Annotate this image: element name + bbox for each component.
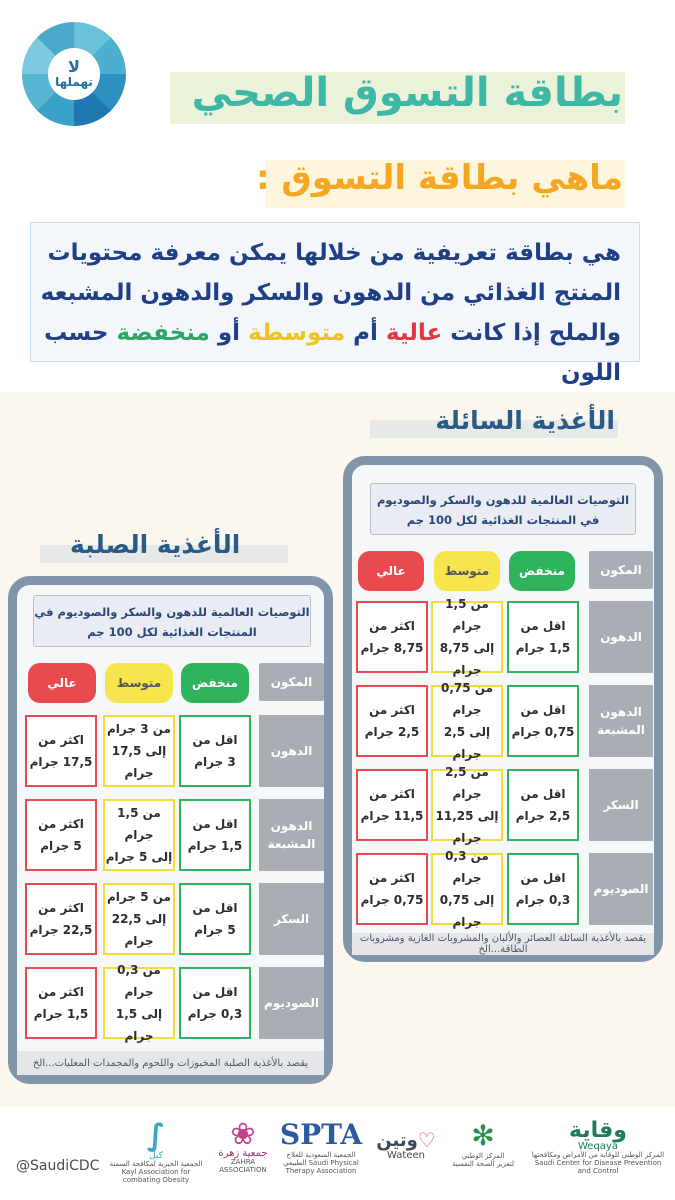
solid-sugar-medium: من 5 جرام إلى 22,5 جرام bbox=[103, 883, 175, 955]
spta-desc: الجمعية السعودية للعلاج الطبيعي Saudi Physical Therapy Association bbox=[283, 1151, 359, 1175]
solid-fat-medium: من 3 جرام إلى 17,5 جرام bbox=[103, 715, 175, 787]
liquid-saturated-high: اكثر من 2,5 جرام bbox=[356, 685, 428, 757]
logo-line1: لا bbox=[68, 57, 80, 76]
liquid-sugar-medium: من 2,5 جرام إلى 11,25 جرام bbox=[431, 769, 503, 841]
solid-row-sodium: الصوديوم bbox=[259, 967, 324, 1039]
campaign-logo-center bbox=[48, 48, 100, 100]
partner-wateen bbox=[372, 1128, 440, 1160]
campaign-logo bbox=[22, 22, 126, 126]
solid-recommendation: التوصيات العالمية للدهون والسكر والصوديوم في المنتجات الغذائية لكل 100 جم bbox=[33, 595, 311, 647]
liquid-sugar-low: اقل من 2,5 جرام bbox=[507, 769, 579, 841]
definition-high: عالية bbox=[385, 320, 443, 346]
solid-saturated-high: اكثر من 5 جرام bbox=[25, 799, 97, 871]
solid-sodium-medium: من 0,3 جرام إلى 1,5 جرام bbox=[103, 967, 175, 1039]
solid-sugar-low: اقل من 5 جرام bbox=[179, 883, 251, 955]
liquid-header-component: المكون bbox=[589, 551, 653, 589]
definition-low: منخفضة bbox=[116, 320, 210, 346]
twitter-handle[interactable]: @SaudiCDC bbox=[16, 1158, 100, 1174]
solid-header-medium: متوسط bbox=[105, 663, 173, 703]
kayl-desc: الجمعية الخيرية لمكافحة السمنة Kayl Association for combating Obesity bbox=[109, 1160, 203, 1184]
liquid-fat-medium: من 1,5 جرام إلى 8,75 جرام bbox=[431, 601, 503, 673]
liquid-row-fat: الدهون bbox=[589, 601, 653, 673]
wateen-latin: Wateen bbox=[387, 1150, 425, 1161]
mental-health-desc: لتعزيز الصحة النفسية bbox=[451, 1160, 514, 1168]
liquid-row-saturated-fat: الدهون المشبعة bbox=[589, 685, 653, 757]
liquid-sugar-high: اكثر من 11,5 جرام bbox=[356, 769, 428, 841]
partner-weqaya bbox=[528, 1118, 668, 1175]
solid-header-high: عالي bbox=[28, 663, 96, 703]
liquid-row-sugar: السكر bbox=[589, 769, 653, 841]
liquid-header-low: منخفض bbox=[509, 551, 575, 591]
partner-spta bbox=[279, 1118, 363, 1175]
solid-sodium-low: اقل من 0,3 جرام bbox=[179, 967, 251, 1039]
definition-medium: متوسطة bbox=[248, 320, 346, 346]
wateen-logo-mark bbox=[376, 1128, 435, 1152]
solid-header-component: المكون bbox=[259, 663, 324, 701]
weqaya-latin: Weqaya bbox=[578, 1141, 618, 1152]
liquid-card bbox=[343, 456, 663, 962]
solid-sodium-high: اكثر من 1,5 جرام bbox=[25, 967, 97, 1039]
solid-header-low: منخفض bbox=[181, 663, 249, 703]
liquid-sodium-high: اكثر من 0,75 جرام bbox=[356, 853, 428, 925]
heart-icon: ♡ bbox=[417, 1128, 436, 1152]
partner-kayl bbox=[108, 1118, 204, 1184]
definition-sep2: أو bbox=[209, 320, 249, 346]
question-heading: ماهي بطاقة التسوق : bbox=[255, 158, 623, 198]
kayl-name: كيل bbox=[149, 1151, 163, 1161]
liquid-sodium-medium: من 0,3 جرام إلى 0,75 جرام bbox=[431, 853, 503, 925]
definition-sep1: أم bbox=[345, 320, 386, 346]
logo-line2: تهملها bbox=[55, 75, 93, 89]
zahra-flower-icon: ❀ bbox=[230, 1116, 256, 1152]
solid-label: الأغذية الصلبة bbox=[70, 530, 241, 559]
solid-card bbox=[8, 576, 333, 1084]
solid-fat-low: اقل من 3 جرام bbox=[179, 715, 251, 787]
liquid-recommendation: التوصيات العالمية للدهون والسكر والصوديوم في المنتجات الغذائية لكل 100 جم bbox=[370, 483, 636, 535]
liquid-sodium-low: اقل من 0,3 جرام bbox=[507, 853, 579, 925]
liquid-row-sodium: الصوديوم bbox=[589, 853, 653, 925]
solid-fat-high: اكثر من 17,5 جرام bbox=[25, 715, 97, 787]
solid-row-sugar: السكر bbox=[259, 883, 324, 955]
partner-zahra bbox=[210, 1118, 276, 1174]
solid-note: يقصد بالأغذية الصلبة المخبوزات واللحوم والمجمدات المعلبات...الخ bbox=[17, 1051, 324, 1075]
definition-box bbox=[30, 222, 640, 386]
spta-logo-mark: SPTA bbox=[279, 1118, 363, 1151]
liquid-label: الأغذية السائلة bbox=[435, 406, 615, 435]
liquid-note: يقصد بالأغذية السائلة العصائر والألبان والمشروبات الغازية ومشروبات الطاقة...الخ bbox=[352, 933, 654, 955]
definition-text bbox=[31, 233, 621, 393]
kayl-logo-mark: ∫ bbox=[146, 1117, 166, 1153]
weqaya-desc: المركز الوطني للوقاية من الأمراض ومكافحتها Saudi Center for Disease Prevention and Control bbox=[531, 1151, 665, 1175]
definition-part2: حسب اللون bbox=[44, 320, 621, 386]
liquid-fat-low: اقل من 1,5 جرام bbox=[507, 601, 579, 673]
liquid-fat-high: اكثر من 8,75 جرام bbox=[356, 601, 428, 673]
solid-sugar-high: اكثر من 22,5 جرام bbox=[25, 883, 97, 955]
solid-saturated-medium: من 1,5 جرام إلى 5 جرام bbox=[103, 799, 175, 871]
weqaya-logo-mark: وقاية bbox=[569, 1118, 627, 1143]
liquid-header-medium: متوسط bbox=[434, 551, 500, 591]
solid-row-fat: الدهون bbox=[259, 715, 324, 787]
wateen-name: وتين bbox=[376, 1129, 418, 1151]
solid-row-saturated-fat: الدهون المشبعة bbox=[259, 799, 324, 871]
zahra-latin: ZAHRA ASSOCIATION bbox=[219, 1158, 267, 1174]
liquid-header-high: عالي bbox=[358, 551, 424, 591]
mental-health-name: المركز الوطني bbox=[461, 1152, 505, 1160]
page-title: بطاقة التسوق الصحي bbox=[191, 70, 623, 116]
definition-part1: هي بطاقة تعريفية من خلالها يمكن معرفة محتويات المنتج الغذائي من الدهون والسكر والدهون المشبعه والملح إذا كانت bbox=[40, 240, 621, 346]
solid-saturated-low: اقل من 1,5 جرام bbox=[179, 799, 251, 871]
partner-mental-health bbox=[448, 1118, 518, 1168]
zahra-name: جمعية زهرة bbox=[218, 1148, 268, 1159]
liquid-saturated-low: اقل من 0,75 جرام bbox=[507, 685, 579, 757]
mental-health-logo-mark: ✻ bbox=[471, 1118, 495, 1152]
liquid-saturated-medium: من 0,75 جرام إلى 2,5 جرام bbox=[431, 685, 503, 757]
